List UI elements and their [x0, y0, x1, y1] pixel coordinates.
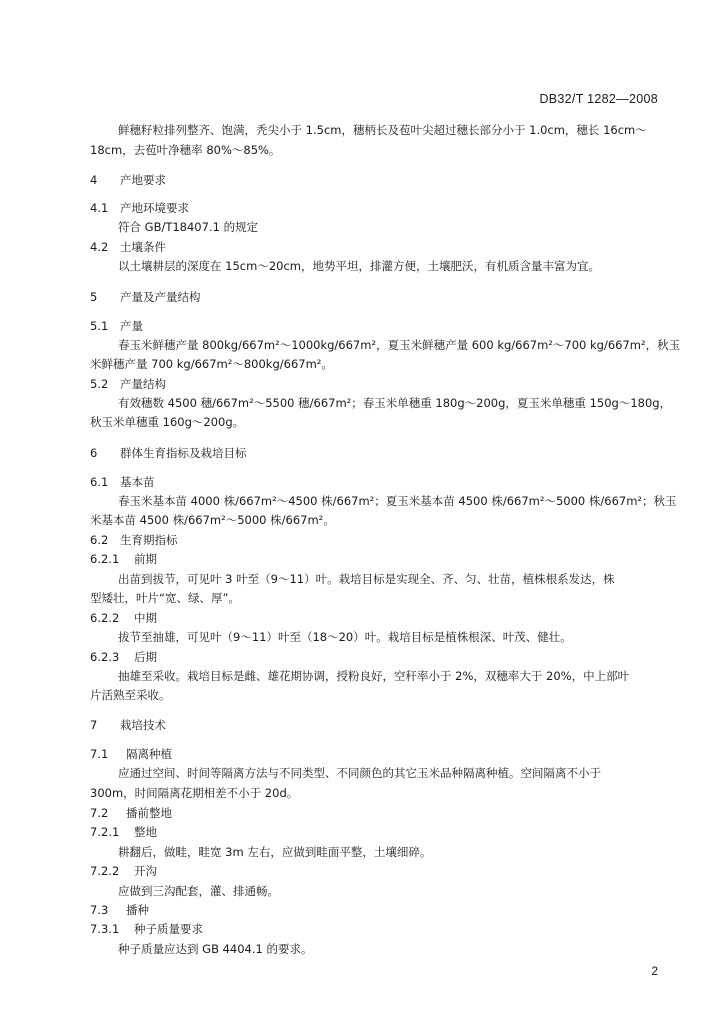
subsection-heading — [90, 533, 178, 547]
paragraph-line: 片活熟至采收。 — [90, 688, 171, 702]
paragraph-line: 拔节至抽雄，可见叶（9～11）叶至（18～20）叶。栽培目标是植株根深、叶茂、健壮。 — [118, 630, 572, 644]
paragraph-line: 耕翻后，做畦，畦宽 3m 左右，应做到畦面平整，土壤细碎。 — [118, 845, 432, 859]
subsection-heading — [90, 201, 189, 215]
subsection-heading — [90, 903, 149, 917]
section-number: 7 — [90, 718, 98, 732]
section-title: 栽培技术 — [120, 718, 166, 732]
paragraph-line: 型矮壮，叶片“宽、绿、厚”。 — [90, 591, 240, 605]
section-title: 产地要求 — [120, 173, 166, 187]
subsection-heading — [90, 377, 166, 391]
subsection-heading — [90, 240, 166, 254]
section-title: 生育期指标 — [120, 533, 178, 547]
section-number: 4.1 — [90, 201, 109, 215]
section-number: 5.1 — [90, 319, 109, 333]
paragraph-line: 春玉米鲜穗产量 800kg/667m²～1000kg/667m²，夏玉米鲜穗产量 600 kg/667m²～700 kg/667m²，秋玉 — [118, 338, 681, 352]
section-title: 隔离种植 — [126, 747, 172, 761]
subsubsection-heading — [90, 650, 157, 664]
section-number: 6 — [90, 446, 98, 460]
section-number: 6.1 — [90, 475, 109, 489]
paragraph-line: 种子质量应达到 GB 4404.1 的要求。 — [118, 942, 313, 956]
section-number: 7.3.1 — [90, 922, 120, 936]
paragraph-line: 米基本苗 4500 株/667m²～5000 株/667m²。 — [90, 513, 335, 527]
paragraph-line: 18cm，去苞叶净穗率 80%～85%。 — [90, 143, 281, 157]
paragraph-line: 以土壤耕层的深度在 15cm～20cm，地势平坦，排灌方便，土壤肥沃，有机质含量丰富为宜。 — [118, 259, 600, 273]
subsubsection-heading — [90, 611, 157, 625]
subsubsection-heading — [90, 864, 157, 878]
subsection-heading — [90, 319, 143, 333]
section-title: 土壤条件 — [120, 240, 166, 254]
section-title: 群体生育指标及栽培目标 — [120, 446, 247, 460]
section-number: 7.2.1 — [90, 825, 120, 839]
subsubsection-heading — [90, 825, 157, 839]
section-title: 产量结构 — [120, 377, 166, 391]
subsubsection-heading — [90, 552, 157, 566]
subsubsection-heading — [90, 922, 203, 936]
standard-code-header: DB32/T 1282—2008 — [539, 92, 658, 106]
page-number: 2 — [651, 964, 658, 978]
section-title: 播前整地 — [126, 806, 172, 820]
paragraph-line: 应通过空间、时间等隔离方法与不同类型、不同颜色的其它玉米品种隔离种植。空间隔离不小于 — [118, 766, 601, 780]
section-heading — [90, 718, 166, 732]
section-heading — [90, 290, 201, 304]
section-number: 7.3 — [90, 903, 109, 917]
section-title: 产地环境要求 — [120, 201, 189, 215]
section-heading — [90, 173, 166, 187]
subsection-heading — [90, 747, 172, 761]
paragraph-line: 米鲜穗产量 700 kg/667m²～800kg/667m²。 — [90, 357, 333, 371]
section-title: 产量及产量结构 — [120, 290, 201, 304]
section-title: 产量 — [120, 319, 143, 333]
paragraph-line: 有效穗数 4500 穗/667m²～5500 穗/667m²；春玉米单穗重 180g～200g，夏玉米单穗重 150g～180g， — [118, 396, 672, 410]
section-number: 7.2 — [90, 806, 109, 820]
section-title: 开沟 — [134, 864, 157, 878]
section-number: 6.2.3 — [90, 650, 120, 664]
paragraph-line: 秋玉米单穗重 160g～200g。 — [90, 415, 245, 429]
subsection-heading — [90, 806, 172, 820]
section-title: 中期 — [134, 611, 157, 625]
paragraph-line: 春玉米基本苗 4000 株/667m²～4500 株/667m²；夏玉米基本苗 4500 株/667m²～5000 株/667m²；秋玉 — [118, 494, 677, 508]
paragraph-line: 抽雄至采收。栽培目标是雌、雄花期协调，授粉良好，空秆率小于 2%，双穗率大于 20%，中上部叶 — [118, 669, 630, 683]
section-title: 后期 — [134, 650, 157, 664]
section-number: 4.2 — [90, 240, 109, 254]
section-number: 6.2.2 — [90, 611, 120, 625]
section-title: 基本苗 — [120, 475, 155, 489]
paragraph-line: 鲜穗籽粒排列整齐、饱满，秃尖小于 1.5cm，穗柄长及苞叶尖超过穗长部分小于 1.0cm，穗长 16cm～ — [118, 123, 647, 137]
section-number: 7.2.2 — [90, 864, 120, 878]
subsection-heading — [90, 475, 155, 489]
section-title: 前期 — [134, 552, 157, 566]
paragraph-line: 应做到三沟配套，灌、排通畅。 — [118, 884, 279, 898]
section-number: 6.2.1 — [90, 552, 120, 566]
section-title: 种子质量要求 — [134, 922, 203, 936]
paragraph-line: 符合 GB/T18407.1 的规定 — [118, 220, 259, 234]
section-number: 4 — [90, 173, 98, 187]
section-number: 5 — [90, 290, 98, 304]
section-title: 播种 — [126, 903, 149, 917]
paragraph-line: 出苗到拔节，可见叶 3 叶至（9～11）叶。栽培目标是实现全、齐、匀、壮苗，植株根系发达，株 — [118, 572, 615, 586]
paragraph-line: 300m，时间隔离花期相差不小于 20d。 — [90, 786, 299, 800]
header-rule — [88, 111, 660, 112]
section-number: 7.1 — [90, 747, 109, 761]
section-title: 整地 — [134, 825, 157, 839]
section-number: 5.2 — [90, 377, 109, 391]
section-number: 6.2 — [90, 533, 109, 547]
section-heading — [90, 446, 247, 460]
